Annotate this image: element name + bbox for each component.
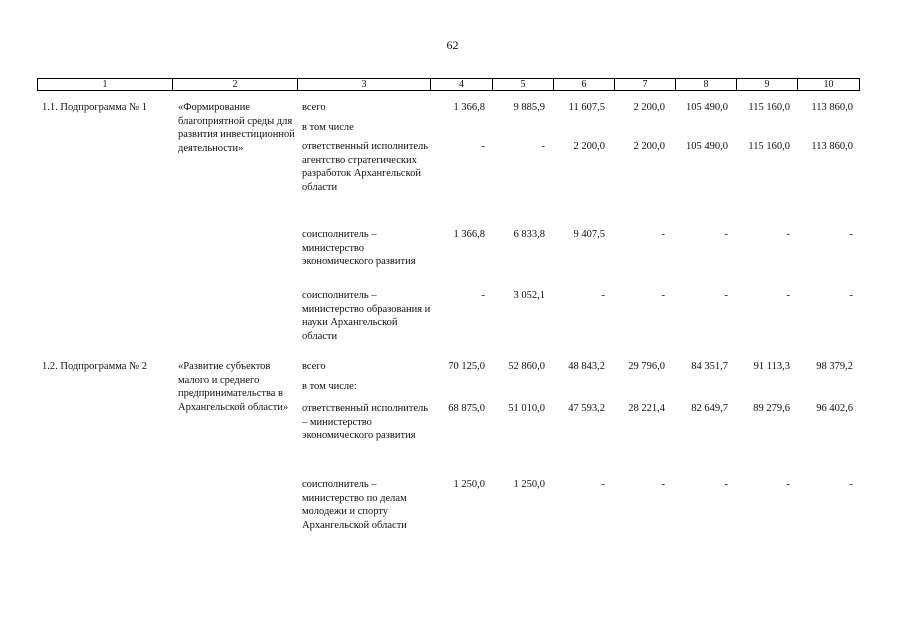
funding-value: - <box>661 290 665 301</box>
funding-value: 2 200,0 <box>633 141 665 152</box>
column-header-1: 1 <box>38 79 173 91</box>
funding-value: 96 402,6 <box>816 403 853 414</box>
column-header-6: 6 <box>554 79 615 91</box>
subprogram-title: 1.2. Подпрограмма № 2 <box>42 361 147 372</box>
funding-value: 113 860,0 <box>811 102 853 113</box>
subprogram-title: 1.1. Подпрограмма № 1 <box>42 102 147 113</box>
column-header-10: 10 <box>798 79 860 91</box>
column-header-5: 5 <box>493 79 554 91</box>
funding-value: 105 490,0 <box>686 102 728 113</box>
funding-value: 1 250,0 <box>453 479 485 490</box>
funding-category: в том числе: <box>302 381 357 392</box>
funding-value: 11 607,5 <box>568 102 605 113</box>
funding-value: 105 490,0 <box>686 141 728 152</box>
column-number-header <box>37 78 860 91</box>
funding-value: 3 052,1 <box>513 290 545 301</box>
funding-category: ответственный исполнитель агентство стратегических разработок Архангельской области <box>302 141 429 193</box>
column-header-7: 7 <box>615 79 676 91</box>
funding-value: - <box>849 229 853 240</box>
funding-category: соисполнитель – министерство образования и науки Архангельской области <box>302 290 431 342</box>
funding-value: 1 366,8 <box>453 102 485 113</box>
funding-value: - <box>724 479 728 490</box>
funding-value: 1 366,8 <box>453 229 485 240</box>
funding-category: соисполнитель – министерство экономического развития <box>302 229 416 267</box>
funding-value: 115 160,0 <box>748 102 790 113</box>
column-header-8: 8 <box>676 79 737 91</box>
funding-category: в том числе <box>302 122 354 133</box>
funding-value: - <box>601 479 605 490</box>
funding-value: 113 860,0 <box>811 141 853 152</box>
funding-category: ответственный исполнитель – министерство экономического развития <box>302 403 429 441</box>
column-header-3: 3 <box>298 79 431 91</box>
page-number: 62 <box>446 38 459 52</box>
funding-value: 68 875,0 <box>448 403 485 414</box>
column-header-2: 2 <box>173 79 298 91</box>
funding-value: 52 860,0 <box>508 361 545 372</box>
funding-value: - <box>786 229 790 240</box>
funding-value: 51 010,0 <box>508 403 545 414</box>
funding-value: - <box>541 141 545 152</box>
funding-value: - <box>601 290 605 301</box>
funding-value: - <box>849 290 853 301</box>
subprogram-description: «Развитие субъектов малого и среднего предпринимательства в Архангельской области» <box>178 361 289 413</box>
funding-category: всего <box>302 361 326 372</box>
funding-value: - <box>724 290 728 301</box>
funding-value: 9 885,9 <box>513 102 545 113</box>
funding-value: - <box>786 479 790 490</box>
column-header-4: 4 <box>431 79 493 91</box>
funding-value: - <box>661 479 665 490</box>
funding-value: 91 113,3 <box>753 361 790 372</box>
funding-value: 29 796,0 <box>628 361 665 372</box>
column-header-9: 9 <box>737 79 798 91</box>
funding-value: - <box>724 229 728 240</box>
subprogram-description: «Формирование благоприятной среды для развития инвестиционной деятельности» <box>178 102 295 154</box>
funding-value: 28 221,4 <box>628 403 665 414</box>
funding-value: 2 200,0 <box>633 102 665 113</box>
funding-value: 47 593,2 <box>568 403 605 414</box>
funding-value: 9 407,5 <box>573 229 605 240</box>
funding-value: - <box>786 290 790 301</box>
funding-value: 115 160,0 <box>748 141 790 152</box>
funding-value: 48 843,2 <box>568 361 605 372</box>
funding-value: 82 649,7 <box>691 403 728 414</box>
funding-value: - <box>481 290 485 301</box>
funding-value: - <box>481 141 485 152</box>
funding-value: - <box>849 479 853 490</box>
funding-value: 70 125,0 <box>448 361 485 372</box>
funding-value: 2 200,0 <box>573 141 605 152</box>
funding-value: 89 279,6 <box>753 403 790 414</box>
funding-value: - <box>661 229 665 240</box>
funding-category: соисполнитель – министерство по делам молодежи и спорту Архангельской области <box>302 479 407 531</box>
funding-value: 1 250,0 <box>513 479 545 490</box>
funding-value: 6 833,8 <box>513 229 545 240</box>
funding-category: всего <box>302 102 326 113</box>
funding-value: 84 351,7 <box>691 361 728 372</box>
funding-value: 98 379,2 <box>816 361 853 372</box>
